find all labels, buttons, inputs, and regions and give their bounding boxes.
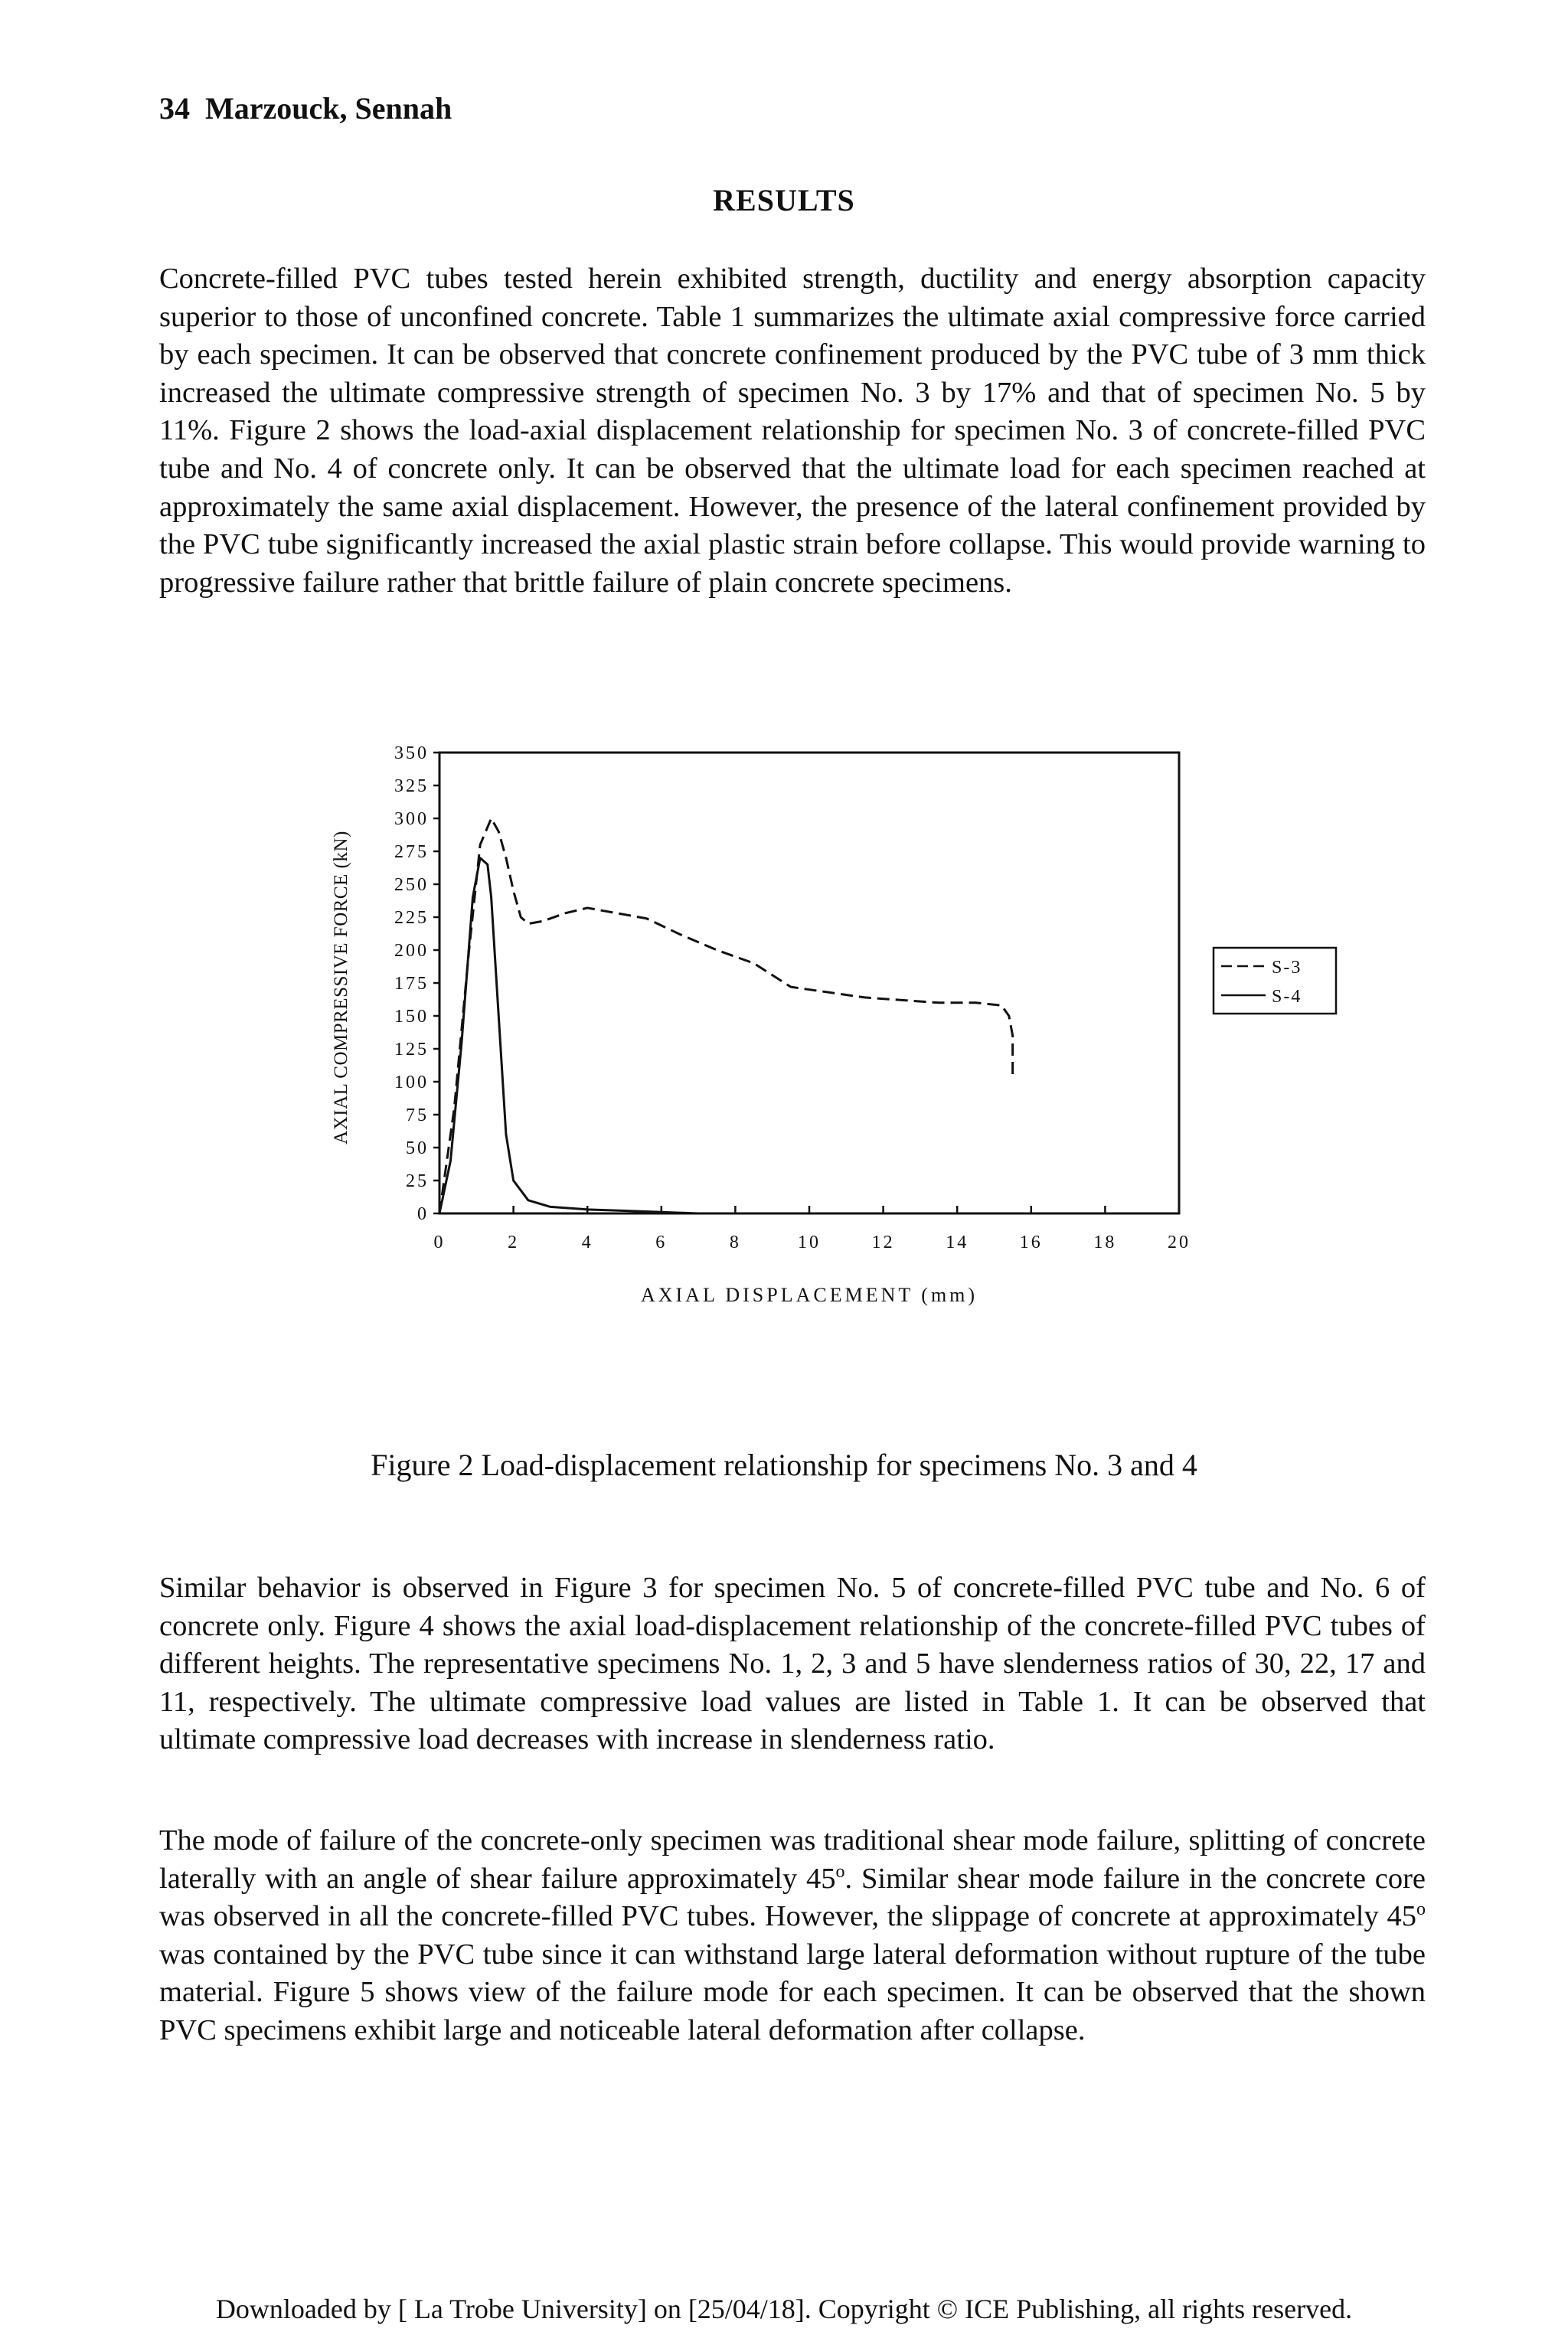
y-tick-label: 325 (394, 776, 429, 796)
results-paragraph-3 (159, 1822, 1426, 2050)
y-tick-label: 200 (394, 941, 429, 961)
x-tick-label: 8 (729, 1233, 741, 1252)
paragraph-3-part-a: The mode of failure of the concrete-only specimen was traditional shear mode failure, splitting of concrete laterally with an angle of shear failure approximately 45 (159, 1824, 1426, 1895)
x-tick-label: 14 (946, 1233, 969, 1252)
y-tick-label: 25 (406, 1171, 429, 1191)
y-tick-label: 100 (394, 1073, 429, 1092)
page-number: 34 (159, 91, 190, 126)
degree-mark: o (835, 1861, 845, 1882)
y-tick-label: 150 (394, 1007, 429, 1027)
legend-label: S-4 (1272, 987, 1302, 1007)
series-line-s-3 (439, 818, 1013, 1213)
x-tick-label: 20 (1168, 1233, 1191, 1252)
x-tick-label: 2 (508, 1233, 520, 1252)
download-footer: Downloaded by [ La Trobe University] on [25/04/18]. Copyright © ICE Publishing, all rights reserved. (215, 2294, 1353, 2324)
x-tick-label: 0 (433, 1233, 446, 1252)
legend-label: S-3 (1272, 958, 1302, 978)
plot-frame (439, 753, 1179, 1213)
author-names: Marzouck, Sennah (205, 91, 452, 126)
paragraph-3-part-c: was contained by the PVC tube since it can withstand large lateral deformation without rupture of the tube material. Figure 5 shows view of the failure mode for each specimen. It can be observed that the shown PVC specimens exhibit large and noticeable lateral deformation after collapse. (159, 1938, 1426, 2046)
x-tick-label: 12 (871, 1233, 895, 1252)
y-tick-label: 350 (394, 743, 429, 763)
x-tick-label: 4 (581, 1233, 593, 1252)
x-axis-label: AXIAL DISPLACEMENT (mm) (640, 1284, 978, 1306)
results-paragraph-2: Similar behavior is observed in Figure 3 for specimen No. 5 of concrete-filled PVC tube and No. 6 of concrete only. Figure 4 shows the axial load-displacement relationship of the concrete-filled PVC tubes of different heights. The representative specimens No. 1, 2, 3 and 5 have slenderness ratios of 30, 22, 17 and 11, respectively. The ultimate compressive load values are listed in Table 1. It can be observed that ultimate compressive load decreases with increase in slenderness ratio. (159, 1572, 1426, 1756)
x-tick-label: 18 (1093, 1233, 1117, 1252)
y-tick-label: 75 (406, 1105, 429, 1125)
y-tick-label: 125 (394, 1040, 429, 1060)
y-tick-label: 0 (417, 1204, 429, 1224)
figure-caption: Figure 2 Load-displacement relationship for specimens No. 3 and 4 (371, 1448, 1197, 1482)
degree-mark: o (1416, 1899, 1426, 1920)
y-tick-label: 225 (394, 908, 429, 928)
section-title: RESULTS (713, 183, 855, 217)
y-tick-label: 50 (406, 1138, 429, 1158)
y-tick-label: 275 (394, 842, 429, 862)
x-tick-label: 6 (655, 1233, 668, 1252)
x-tick-label: 10 (798, 1233, 821, 1252)
y-axis-label: AXIAL COMPRESSIVE FORCE (kN) (331, 831, 351, 1145)
y-tick-label: 250 (394, 875, 429, 895)
results-paragraph-1: Concrete-filled PVC tubes tested herein exhibited strength, ductility and energy absorption capacity superior to those of unconfined concrete. Table 1 summarizes the ultimate axial compressive force carried by each specimen. It can be observed that concrete confinement produced by the PVC tube of 3 mm thick increased the ultimate compressive strength of specimen No. 3 by 17% and that of specimen No. 5 by 11%. Figure 2 shows the load-axial displacement relationship for specimen No. 3 of concrete-filled PVC tube and No. 4 of concrete only. It can be observed that the ultimate load for each specimen reached at approximately the same axial displacement. However, the presence of the lateral confinement provided by the PVC tube significantly increased the axial plastic strain before collapse. This would provide warning to progressive failure rather that brittle failure of plain concrete specimens. (159, 263, 1426, 599)
y-tick-label: 175 (394, 974, 429, 994)
x-tick-label: 16 (1019, 1233, 1043, 1252)
paragraph-3-part-b: . Similar shear mode failure in the concrete core was observed in all the concrete-filled PVC tubes. However, the slippage of concrete at approximately 45 (159, 1862, 1426, 1933)
y-tick-label: 300 (394, 809, 429, 829)
